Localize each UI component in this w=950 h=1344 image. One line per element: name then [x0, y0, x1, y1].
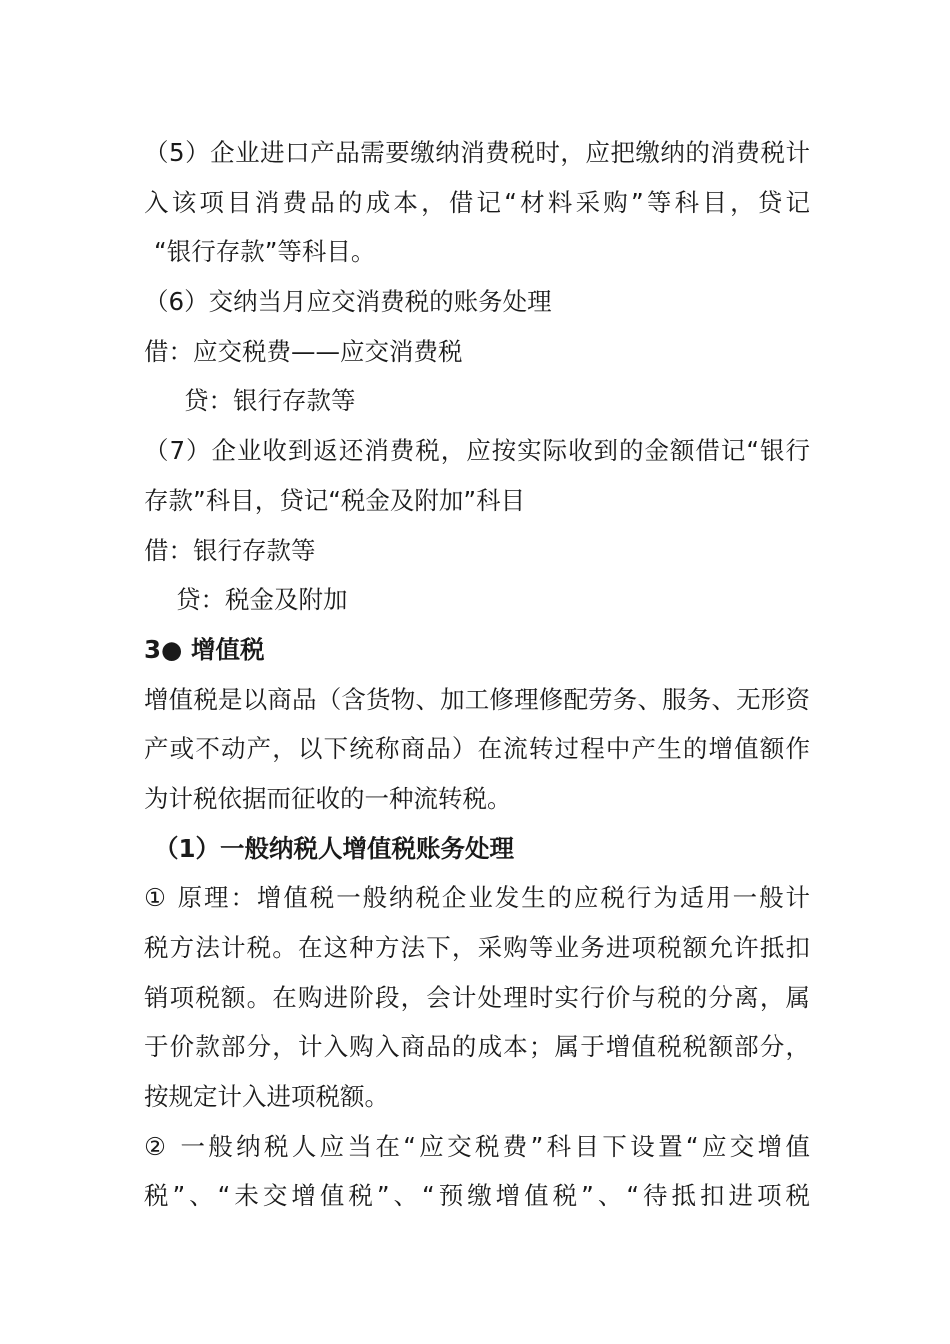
paragraph-line-monthly-payment: （6）交纳当月应交消费税的账务处理 — [144, 287, 552, 317]
paragraph-line-accounts-setup-2: 税”、“未交增值税”、“预缴增值税”、“待抵扣进项税 — [144, 1181, 810, 1211]
journal-credit-line-1: 贷：银行存款等 — [184, 386, 356, 416]
journal-debit-line-2: 借：银行存款等 — [144, 535, 316, 565]
document-body — [144, 128, 810, 1221]
paragraph-line-principle-1: ① 原理：增值税一般纳税企业发生的应税行为适用一般计 — [144, 883, 810, 913]
journal-credit-line-2: 贷：税金及附加 — [176, 585, 348, 615]
paragraph-line-consumption-tax-import-2: 入该项目消费品的成本，借记“材料采购”等科目，贷记 — [144, 187, 810, 217]
subsection-heading-general-taxpayer: （1）一般纳税人增值税账务处理 — [154, 833, 515, 863]
paragraph-line-principle-2: 税方法计税。在这种方法下，采购等业务进项税额允许抵扣 — [144, 933, 810, 962]
paragraph-line-vat-definition-2: 产或不动产，以下统称商品）在流转过程中产生的增值额作 — [144, 734, 810, 764]
section-heading-vat: 3● 增值税 — [144, 634, 265, 664]
paragraph-line-accounts-setup-1: ② 一般纳税人应当在“应交税费”科目下设置“应交增值 — [144, 1131, 810, 1161]
paragraph-line-refund-1: （7）企业收到返还消费税，应按实际收到的金额借记“银行 — [144, 436, 810, 466]
paragraph-line-consumption-tax-import-1: （5）企业进口产品需要缴纳消费税时，应把缴纳的消费税计 — [144, 138, 810, 167]
paragraph-line-vat-definition-3: 为计税依据而征收的一种流转税。 — [144, 783, 512, 813]
paragraph-line-vat-definition-1: 增值税是以商品（含货物、加工修理修配劳务、服务、无形资 — [144, 684, 810, 714]
paragraph-line-principle-5: 按规定计入进项税额。 — [144, 1082, 389, 1112]
journal-debit-line-1: 借：应交税费——应交消费税 — [144, 336, 463, 366]
paragraph-line-refund-2: 存款”科目，贷记“税金及附加”科目 — [144, 485, 526, 515]
paragraph-line-principle-3: 销项税额。在购进阶段，会计处理时实行价与税的分离，属 — [144, 982, 810, 1012]
paragraph-line-consumption-tax-import-3: “银行存款”等科目。 — [154, 237, 376, 267]
paragraph-line-principle-4: 于价款部分，计入购入商品的成本；属于增值税税额部分， — [144, 1032, 810, 1062]
